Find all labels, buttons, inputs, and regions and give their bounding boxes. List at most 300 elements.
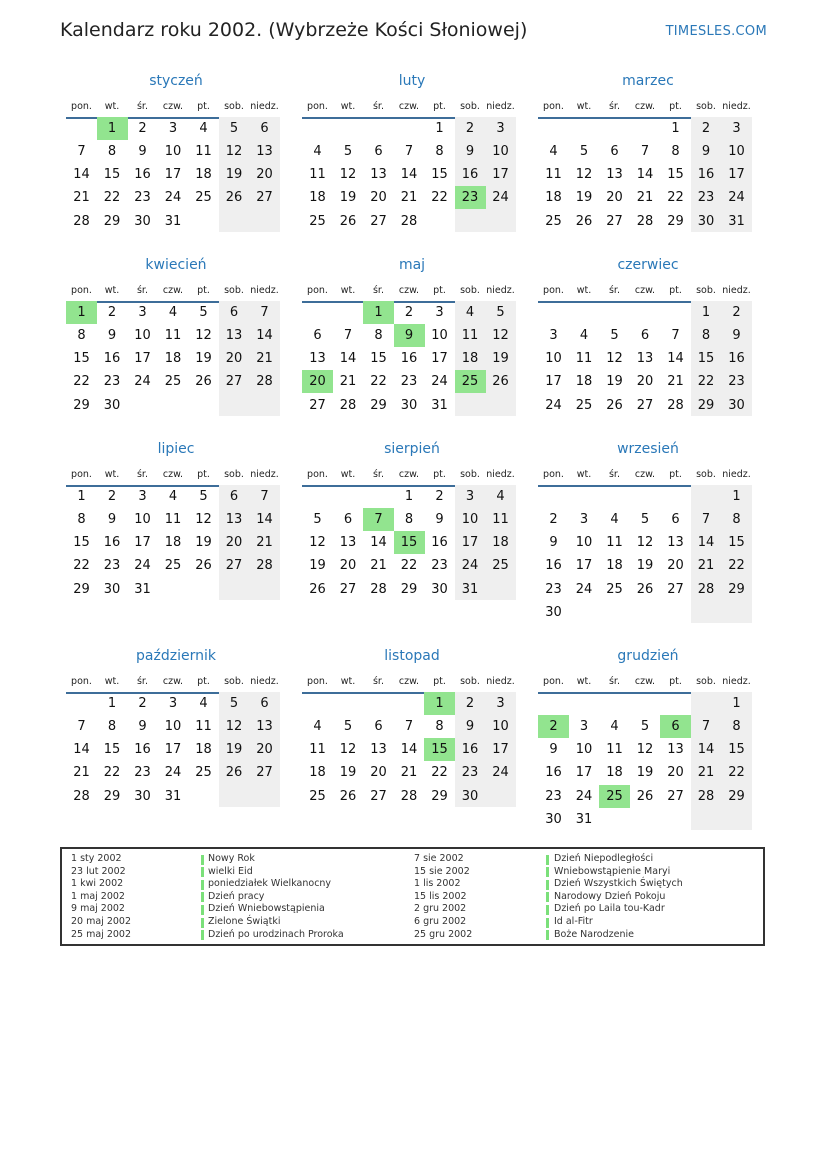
day-cell[interactable]: 11 <box>461 327 479 343</box>
day-cell[interactable]: 28 <box>697 788 715 804</box>
day-cell[interactable]: 26 <box>339 213 357 229</box>
day-cell[interactable]: 12 <box>492 327 509 343</box>
day-cell[interactable]: 19 <box>575 190 593 206</box>
day-cell[interactable]: 29 <box>667 213 684 229</box>
day-cell[interactable]: 17 <box>461 535 479 551</box>
day-cell[interactable]: 10 <box>461 511 479 527</box>
day-cell[interactable]: 4 <box>610 718 619 734</box>
day-cell[interactable]: 16 <box>461 742 479 758</box>
day-cell[interactable]: 3 <box>579 718 589 734</box>
day-cell[interactable]: 24 <box>164 765 182 781</box>
day-cell[interactable]: 30 <box>103 397 121 413</box>
day-cell[interactable]: 15 <box>728 742 745 758</box>
day-cell[interactable]: 13 <box>339 535 357 551</box>
day-cell[interactable]: 16 <box>545 558 562 574</box>
day-cell[interactable]: 5 <box>229 695 239 711</box>
day-cell[interactable]: 18 <box>309 765 326 781</box>
day-cell[interactable]: 20 <box>370 765 387 781</box>
day-cell[interactable]: 26 <box>339 788 357 804</box>
day-cell[interactable]: 15 <box>728 535 745 551</box>
day-cell[interactable]: 22 <box>400 558 418 574</box>
day-cell[interactable]: 3 <box>496 695 505 711</box>
day-cell[interactable]: 29 <box>370 397 387 413</box>
day-cell[interactable]: 9 <box>549 535 558 551</box>
day-cell[interactable]: 21 <box>400 190 418 206</box>
day-cell[interactable]: 24 <box>545 397 562 413</box>
day-cell[interactable]: 13 <box>309 351 326 367</box>
day-cell[interactable]: 16 <box>103 535 121 551</box>
day-cell[interactable]: 20 <box>370 190 387 206</box>
day-cell[interactable]: 16 <box>103 351 121 367</box>
day-cell[interactable]: 27 <box>667 788 684 804</box>
day-cell[interactable]: 29 <box>103 788 121 804</box>
day-cell[interactable]: 17 <box>134 351 151 367</box>
day-cell[interactable]: 5 <box>610 327 619 343</box>
day-cell[interactable]: 18 <box>461 351 479 367</box>
day-cell[interactable]: 21 <box>256 535 273 551</box>
day-cell[interactable]: 4 <box>168 488 178 504</box>
day-cell[interactable]: 10 <box>545 351 562 367</box>
day-cell[interactable]: 28 <box>400 213 418 229</box>
day-cell[interactable]: 31 <box>461 581 479 597</box>
day-cell[interactable]: 11 <box>606 742 623 758</box>
day-cell[interactable]: 23 <box>545 788 562 804</box>
day-cell[interactable]: 27 <box>667 581 684 597</box>
day-cell[interactable]: 30 <box>400 397 418 413</box>
day-cell[interactable]: 16 <box>134 167 151 183</box>
day-cell[interactable]: 9 <box>138 718 147 734</box>
day-cell[interactable]: 6 <box>313 327 322 343</box>
day-cell[interactable]: 4 <box>579 327 589 343</box>
day-cell[interactable]: 23 <box>455 186 486 209</box>
day-cell[interactable]: 9 <box>435 511 444 527</box>
day-cell[interactable]: 20 <box>606 190 623 206</box>
day-cell[interactable]: 9 <box>701 143 711 159</box>
day-cell[interactable]: 21 <box>697 765 715 781</box>
day-cell[interactable]: 5 <box>199 488 208 504</box>
day-cell[interactable]: 1 <box>671 120 680 136</box>
day-cell[interactable]: 11 <box>164 511 182 527</box>
day-cell[interactable]: 25 <box>492 558 509 574</box>
day-cell[interactable]: 26 <box>225 765 243 781</box>
day-cell[interactable]: 27 <box>225 374 243 390</box>
day-cell[interactable]: 20 <box>339 558 357 574</box>
day-cell[interactable]: 6 <box>229 304 239 320</box>
day-cell[interactable]: 8 <box>77 327 86 343</box>
day-cell[interactable]: 18 <box>575 374 593 390</box>
day-cell[interactable]: 12 <box>636 535 654 551</box>
day-cell[interactable]: 16 <box>728 351 745 367</box>
day-cell[interactable]: 14 <box>697 742 715 758</box>
day-cell[interactable]: 6 <box>343 511 353 527</box>
day-cell[interactable]: 1 <box>732 488 741 504</box>
day-cell[interactable]: 8 <box>701 327 711 343</box>
day-cell[interactable]: 25 <box>575 397 593 413</box>
day-cell[interactable]: 26 <box>636 581 654 597</box>
day-cell[interactable]: 1 <box>701 304 711 320</box>
day-cell[interactable]: 12 <box>575 167 593 183</box>
day-cell[interactable]: 22 <box>73 374 90 390</box>
day-cell[interactable]: 31 <box>728 213 745 229</box>
day-cell[interactable]: 8 <box>107 143 117 159</box>
day-cell[interactable]: 12 <box>309 535 326 551</box>
day-cell[interactable]: 26 <box>195 558 212 574</box>
day-cell[interactable]: 1 <box>77 488 86 504</box>
day-cell[interactable]: 17 <box>575 558 593 574</box>
day-cell[interactable]: 23 <box>134 765 151 781</box>
day-cell[interactable]: 12 <box>606 351 623 367</box>
day-cell[interactable]: 13 <box>606 167 623 183</box>
day-cell[interactable]: 27 <box>225 558 243 574</box>
day-cell[interactable]: 8 <box>435 718 444 734</box>
day-cell[interactable]: 31 <box>575 812 593 827</box>
day-cell[interactable]: 17 <box>431 351 448 367</box>
day-cell[interactable]: 2 <box>138 695 147 711</box>
day-cell[interactable]: 6 <box>610 143 619 159</box>
day-cell[interactable]: 5 <box>579 143 589 159</box>
day-cell[interactable]: 5 <box>199 304 208 320</box>
day-cell[interactable]: 11 <box>492 511 509 527</box>
day-cell[interactable]: 1 <box>732 695 741 711</box>
day-cell[interactable]: 4 <box>199 120 208 136</box>
day-cell[interactable]: 11 <box>606 535 623 551</box>
day-cell[interactable]: 5 <box>343 143 353 159</box>
day-cell[interactable]: 22 <box>103 765 121 781</box>
day-cell[interactable]: 2 <box>549 511 558 527</box>
day-cell[interactable]: 3 <box>168 120 178 136</box>
day-cell[interactable]: 13 <box>370 742 387 758</box>
day-cell[interactable]: 17 <box>728 167 745 183</box>
day-cell[interactable]: 14 <box>667 351 684 367</box>
day-cell[interactable]: 13 <box>225 511 243 527</box>
day-cell[interactable]: 19 <box>195 351 212 367</box>
day-cell[interactable]: 21 <box>256 351 273 367</box>
day-cell[interactable]: 29 <box>728 788 745 804</box>
day-cell[interactable]: 2 <box>701 120 711 136</box>
day-cell[interactable]: 28 <box>667 397 684 413</box>
day-cell[interactable]: 30 <box>545 812 562 827</box>
day-cell[interactable]: 19 <box>339 190 357 206</box>
day-cell[interactable]: 7 <box>404 143 414 159</box>
day-cell[interactable]: 29 <box>697 397 715 413</box>
day-cell[interactable]: 11 <box>195 718 212 734</box>
day-cell[interactable]: 8 <box>435 143 444 159</box>
day-cell[interactable]: 3 <box>138 488 147 504</box>
day-cell[interactable]: 5 <box>640 511 650 527</box>
day-cell[interactable]: 2 <box>465 695 475 711</box>
day-cell[interactable]: 6 <box>260 695 269 711</box>
day-cell[interactable]: 28 <box>370 581 387 597</box>
day-cell[interactable]: 7 <box>671 327 680 343</box>
day-cell[interactable]: 10 <box>728 143 745 159</box>
day-cell[interactable]: 18 <box>195 167 212 183</box>
day-cell[interactable]: 27 <box>339 581 357 597</box>
day-cell[interactable]: 9 <box>107 511 117 527</box>
day-cell[interactable]: 24 <box>575 788 593 804</box>
day-cell[interactable]: 13 <box>256 718 273 734</box>
day-cell[interactable]: 3 <box>465 488 475 504</box>
day-cell[interactable]: 26 <box>309 581 326 597</box>
day-cell[interactable]: 30 <box>545 605 562 620</box>
day-cell[interactable]: 2 <box>538 715 569 738</box>
day-cell[interactable]: 26 <box>195 374 212 390</box>
day-cell[interactable]: 14 <box>370 535 387 551</box>
day-cell[interactable]: 6 <box>229 488 239 504</box>
day-cell[interactable]: 17 <box>134 535 151 551</box>
day-cell[interactable]: 4 <box>313 718 322 734</box>
day-cell[interactable]: 22 <box>728 558 745 574</box>
day-cell[interactable]: 1 <box>363 301 394 324</box>
day-cell[interactable]: 26 <box>225 190 243 206</box>
day-cell[interactable]: 15 <box>103 742 121 758</box>
day-cell[interactable]: 14 <box>73 167 90 183</box>
day-cell[interactable]: 20 <box>636 374 654 390</box>
day-cell[interactable]: 11 <box>164 327 182 343</box>
day-cell[interactable]: 28 <box>400 788 418 804</box>
day-cell[interactable]: 11 <box>575 351 593 367</box>
day-cell[interactable]: 14 <box>256 511 273 527</box>
day-cell[interactable]: 24 <box>134 558 151 574</box>
day-cell[interactable]: 14 <box>339 351 357 367</box>
day-cell[interactable]: 18 <box>164 351 182 367</box>
day-cell[interactable]: 10 <box>431 327 448 343</box>
day-cell[interactable]: 26 <box>606 397 623 413</box>
day-cell[interactable]: 18 <box>606 765 623 781</box>
day-cell[interactable]: 1 <box>404 488 414 504</box>
day-cell[interactable]: 6 <box>374 718 383 734</box>
day-cell[interactable]: 8 <box>671 143 680 159</box>
day-cell[interactable]: 11 <box>309 742 326 758</box>
day-cell[interactable]: 19 <box>225 742 243 758</box>
day-cell[interactable]: 17 <box>492 742 509 758</box>
day-cell[interactable]: 22 <box>103 190 121 206</box>
day-cell[interactable]: 16 <box>461 167 479 183</box>
day-cell[interactable]: 3 <box>138 304 147 320</box>
day-cell[interactable]: 3 <box>579 511 589 527</box>
day-cell[interactable]: 25 <box>195 190 212 206</box>
day-cell[interactable]: 30 <box>134 213 151 229</box>
day-cell[interactable]: 27 <box>636 397 654 413</box>
day-cell[interactable]: 16 <box>697 167 715 183</box>
day-cell[interactable]: 30 <box>431 581 448 597</box>
day-cell[interactable]: 13 <box>370 167 387 183</box>
day-cell[interactable]: 24 <box>461 558 479 574</box>
day-cell[interactable]: 13 <box>225 327 243 343</box>
day-cell[interactable]: 29 <box>73 581 90 597</box>
day-cell[interactable]: 29 <box>103 213 121 229</box>
day-cell[interactable]: 23 <box>134 190 151 206</box>
day-cell[interactable]: 29 <box>431 788 448 804</box>
day-cell[interactable]: 13 <box>667 535 684 551</box>
day-cell[interactable]: 12 <box>195 511 212 527</box>
day-cell[interactable]: 28 <box>636 213 654 229</box>
day-cell[interactable]: 21 <box>73 190 90 206</box>
day-cell[interactable]: 5 <box>313 511 322 527</box>
day-cell[interactable]: 9 <box>732 327 741 343</box>
day-cell[interactable]: 18 <box>545 190 562 206</box>
day-cell[interactable]: 25 <box>164 374 182 390</box>
day-cell[interactable]: 10 <box>164 718 182 734</box>
day-cell[interactable]: 16 <box>134 742 151 758</box>
day-cell[interactable]: 18 <box>492 535 509 551</box>
day-cell[interactable]: 5 <box>343 718 353 734</box>
day-cell[interactable]: 27 <box>309 397 326 413</box>
day-cell[interactable]: 13 <box>256 143 273 159</box>
day-cell[interactable]: 25 <box>195 765 212 781</box>
day-cell[interactable]: 1 <box>97 117 128 140</box>
day-cell[interactable]: 22 <box>431 190 448 206</box>
day-cell[interactable]: 2 <box>732 304 741 320</box>
day-cell[interactable]: 10 <box>492 143 509 159</box>
day-cell[interactable]: 2 <box>465 120 475 136</box>
day-cell[interactable]: 22 <box>370 374 387 390</box>
day-cell[interactable]: 2 <box>435 488 444 504</box>
day-cell[interactable]: 23 <box>431 558 448 574</box>
day-cell[interactable]: 3 <box>168 695 178 711</box>
day-cell[interactable]: 20 <box>302 370 333 393</box>
day-cell[interactable]: 31 <box>164 788 182 804</box>
day-cell[interactable]: 30 <box>103 581 121 597</box>
day-cell[interactable]: 7 <box>404 718 414 734</box>
day-cell[interactable]: 20 <box>225 535 243 551</box>
day-cell[interactable]: 9 <box>549 742 558 758</box>
day-cell[interactable]: 19 <box>339 765 357 781</box>
day-cell[interactable]: 9 <box>465 718 475 734</box>
day-cell[interactable]: 7 <box>260 304 269 320</box>
day-cell[interactable]: 6 <box>640 327 650 343</box>
day-cell[interactable]: 18 <box>606 558 623 574</box>
day-cell[interactable]: 27 <box>256 765 273 781</box>
day-cell[interactable]: 20 <box>667 765 684 781</box>
day-cell[interactable]: 8 <box>732 511 741 527</box>
day-cell[interactable]: 22 <box>728 765 745 781</box>
day-cell[interactable]: 10 <box>575 535 593 551</box>
day-cell[interactable]: 15 <box>394 531 425 554</box>
day-cell[interactable]: 31 <box>134 581 151 597</box>
day-cell[interactable]: 14 <box>73 742 90 758</box>
day-cell[interactable]: 30 <box>728 397 745 413</box>
day-cell[interactable]: 4 <box>610 511 619 527</box>
day-cell[interactable]: 1 <box>107 695 117 711</box>
day-cell[interactable]: 14 <box>697 535 715 551</box>
day-cell[interactable]: 25 <box>455 370 486 393</box>
day-cell[interactable]: 12 <box>636 742 654 758</box>
day-cell[interactable]: 23 <box>400 374 418 390</box>
day-cell[interactable]: 8 <box>732 718 741 734</box>
day-cell[interactable]: 15 <box>73 535 90 551</box>
day-cell[interactable]: 14 <box>636 167 654 183</box>
day-cell[interactable]: 25 <box>309 788 326 804</box>
day-cell[interactable]: 15 <box>697 351 715 367</box>
day-cell[interactable]: 19 <box>636 765 654 781</box>
day-cell[interactable]: 30 <box>134 788 151 804</box>
day-cell[interactable]: 9 <box>465 143 475 159</box>
day-cell[interactable]: 1 <box>66 301 97 324</box>
day-cell[interactable]: 1 <box>435 120 444 136</box>
day-cell[interactable]: 21 <box>339 374 357 390</box>
day-cell[interactable]: 16 <box>400 351 418 367</box>
day-cell[interactable]: 16 <box>431 535 448 551</box>
day-cell[interactable]: 28 <box>697 581 715 597</box>
day-cell[interactable]: 19 <box>309 558 326 574</box>
day-cell[interactable]: 13 <box>667 742 684 758</box>
day-cell[interactable]: 15 <box>667 167 684 183</box>
day-cell[interactable]: 11 <box>545 167 562 183</box>
day-cell[interactable]: 20 <box>667 558 684 574</box>
day-cell[interactable]: 10 <box>575 742 593 758</box>
day-cell[interactable]: 24 <box>728 190 745 206</box>
day-cell[interactable]: 12 <box>225 143 243 159</box>
day-cell[interactable]: 4 <box>199 695 208 711</box>
day-cell[interactable]: 23 <box>461 765 479 781</box>
day-cell[interactable]: 18 <box>164 535 182 551</box>
day-cell[interactable]: 31 <box>164 213 182 229</box>
day-cell[interactable]: 10 <box>164 143 182 159</box>
day-cell[interactable]: 21 <box>667 374 684 390</box>
day-cell[interactable]: 27 <box>370 213 387 229</box>
day-cell[interactable]: 23 <box>728 374 745 390</box>
day-cell[interactable]: 1 <box>424 692 455 715</box>
day-cell[interactable]: 17 <box>164 167 182 183</box>
day-cell[interactable]: 29 <box>728 581 745 597</box>
day-cell[interactable]: 24 <box>431 374 448 390</box>
day-cell[interactable]: 15 <box>73 351 90 367</box>
day-cell[interactable]: 15 <box>424 738 455 761</box>
day-cell[interactable]: 4 <box>168 304 178 320</box>
day-cell[interactable]: 7 <box>77 718 86 734</box>
day-cell[interactable]: 4 <box>549 143 558 159</box>
day-cell[interactable]: 18 <box>309 190 326 206</box>
day-cell[interactable]: 15 <box>103 167 121 183</box>
day-cell[interactable]: 27 <box>606 213 623 229</box>
day-cell[interactable]: 14 <box>256 327 273 343</box>
day-cell[interactable]: 23 <box>103 558 121 574</box>
day-cell[interactable]: 13 <box>636 351 654 367</box>
day-cell[interactable]: 4 <box>465 304 475 320</box>
day-cell[interactable]: 28 <box>256 374 273 390</box>
day-cell[interactable]: 28 <box>256 558 273 574</box>
day-cell[interactable]: 8 <box>107 718 117 734</box>
day-cell[interactable]: 3 <box>549 327 558 343</box>
day-cell[interactable]: 27 <box>370 788 387 804</box>
day-cell[interactable]: 21 <box>697 558 715 574</box>
day-cell[interactable]: 22 <box>73 558 90 574</box>
day-cell[interactable]: 24 <box>575 581 593 597</box>
day-cell[interactable]: 30 <box>697 213 715 229</box>
day-cell[interactable]: 28 <box>73 213 90 229</box>
day-cell[interactable]: 3 <box>732 120 741 136</box>
day-cell[interactable]: 28 <box>73 788 90 804</box>
day-cell[interactable]: 10 <box>134 511 151 527</box>
day-cell[interactable]: 25 <box>606 581 623 597</box>
day-cell[interactable]: 15 <box>431 167 448 183</box>
day-cell[interactable]: 22 <box>667 190 684 206</box>
day-cell[interactable]: 24 <box>164 190 182 206</box>
day-cell[interactable]: 12 <box>339 742 357 758</box>
day-cell[interactable]: 4 <box>496 488 505 504</box>
day-cell[interactable]: 19 <box>492 351 509 367</box>
day-cell[interactable]: 23 <box>545 581 562 597</box>
day-cell[interactable]: 14 <box>400 742 418 758</box>
day-cell[interactable]: 5 <box>640 718 650 734</box>
day-cell[interactable]: 17 <box>164 742 182 758</box>
day-cell[interactable]: 7 <box>260 488 269 504</box>
day-cell[interactable]: 18 <box>195 742 212 758</box>
day-cell[interactable]: 30 <box>461 788 479 804</box>
day-cell[interactable]: 11 <box>195 143 212 159</box>
day-cell[interactable]: 7 <box>701 718 711 734</box>
day-cell[interactable]: 5 <box>229 120 239 136</box>
